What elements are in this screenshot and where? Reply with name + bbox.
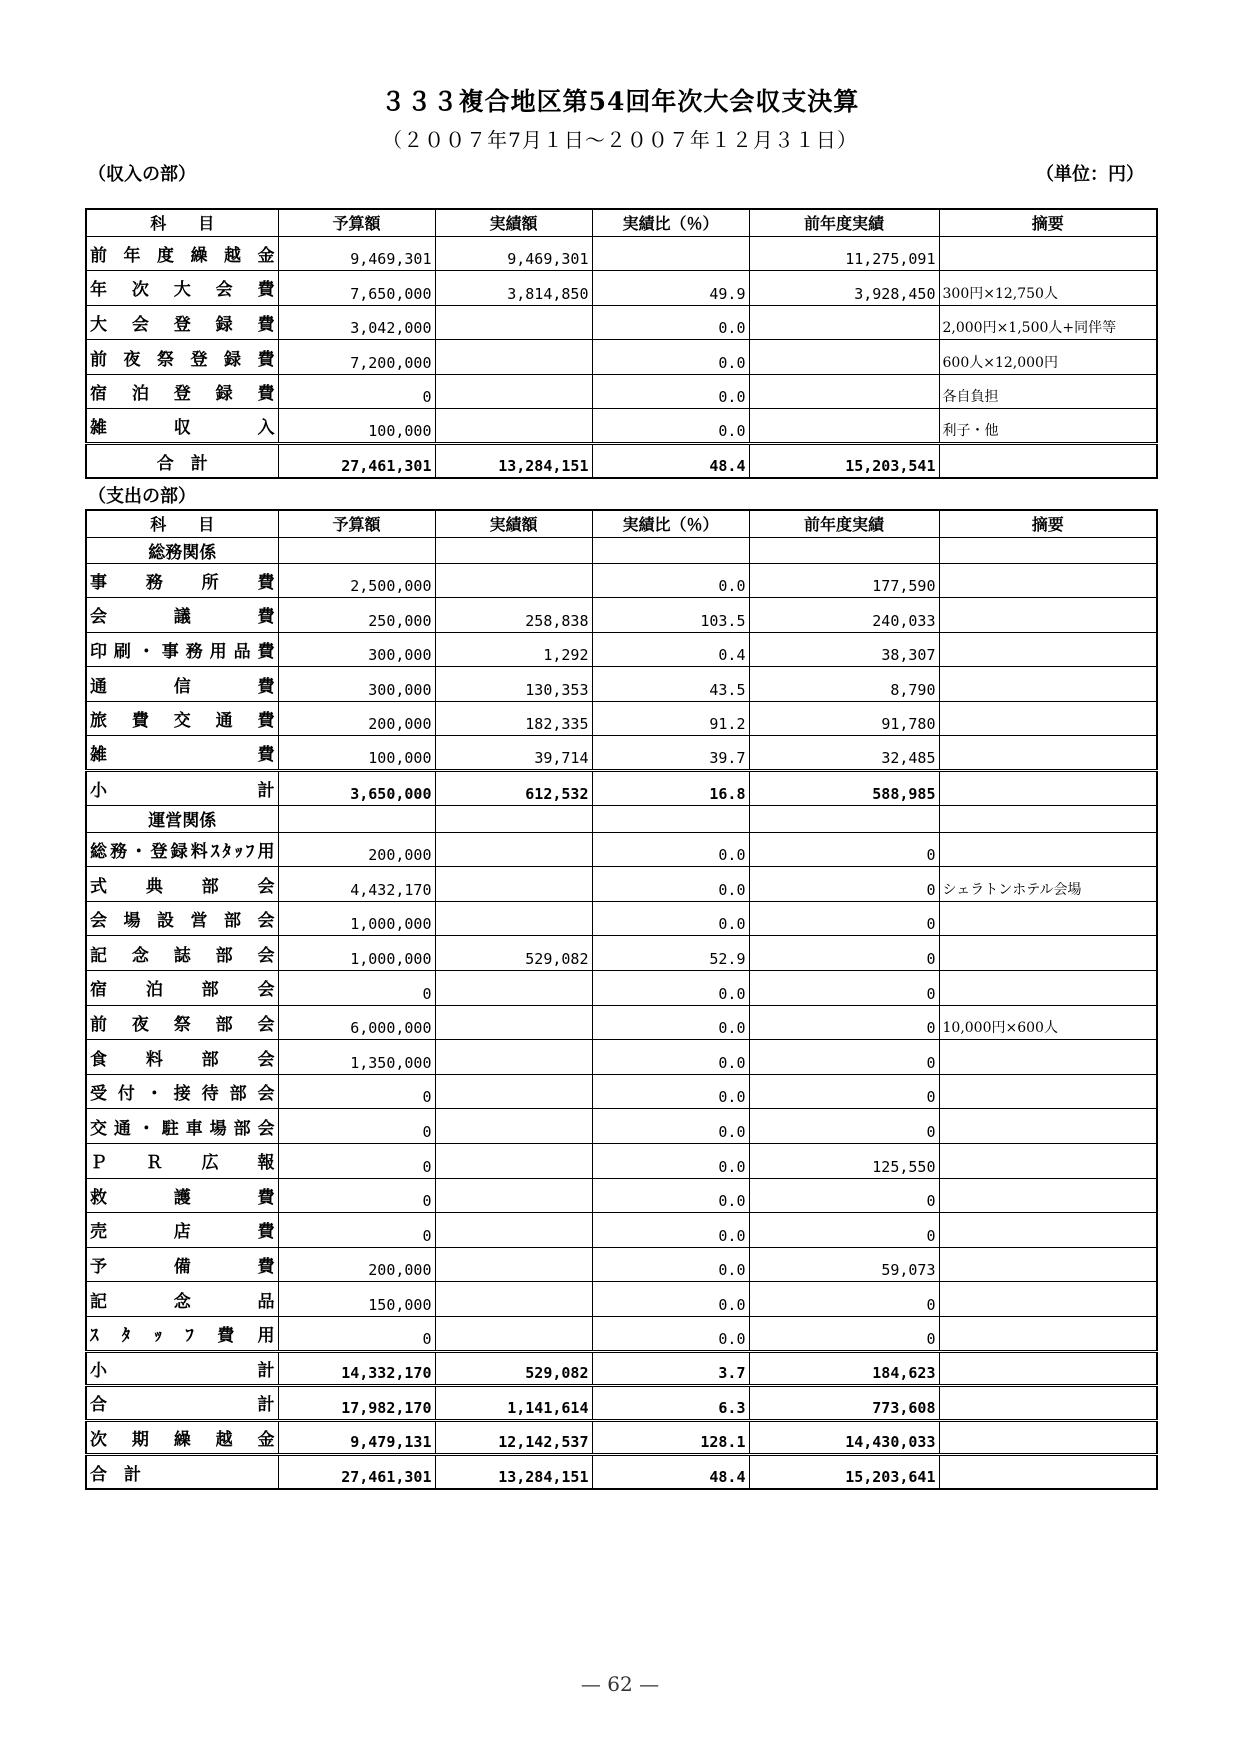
prev-year-cell (749, 374, 939, 409)
prev-year-cell: 0 (749, 1005, 939, 1040)
budget-cell: 0 (278, 1178, 435, 1213)
ratio-cell: 0.4 (592, 632, 749, 667)
budget-cell: 200,000 (278, 832, 435, 867)
row-label: ＰＲ広報 (86, 1144, 278, 1179)
note-cell (939, 736, 1157, 771)
ratio-cell: 0.0 (592, 832, 749, 867)
budget-cell: 7,650,000 (278, 271, 435, 306)
table-row (86, 1074, 1157, 1109)
budget-cell: 1,000,000 (278, 901, 435, 936)
ratio-cell: 0.0 (592, 1144, 749, 1179)
note-cell (939, 236, 1157, 271)
expense-header-row (86, 510, 1157, 537)
col-header-item: 科 目 (86, 510, 278, 537)
note-cell (939, 1144, 1157, 1179)
table-row (86, 1351, 1157, 1386)
row-label: 小計 (86, 771, 278, 806)
note-cell: 2,000円×1,500人+同伴等 (939, 305, 1157, 340)
ratio-cell: 0.0 (592, 867, 749, 902)
note-cell (939, 1213, 1157, 1248)
note-cell (939, 771, 1157, 806)
col-header-prev: 前年度実績 (749, 510, 939, 537)
note-cell (939, 632, 1157, 667)
row-label: ｽﾀｯﾌ費用 (86, 1316, 278, 1351)
row-label: 前夜祭登録費 (86, 340, 278, 375)
group-label: 総務関係 (86, 537, 278, 563)
table-row (86, 1144, 1157, 1179)
note-cell: 10,000円×600人 (939, 1005, 1157, 1040)
actual-cell (435, 305, 592, 340)
note-cell (939, 667, 1157, 702)
budget-cell: 7,200,000 (278, 340, 435, 375)
row-label: 総務・登録料ｽﾀｯﾌ用 (86, 832, 278, 867)
row-label: 合計 (86, 1386, 278, 1421)
col-header-actual: 実績額 (435, 209, 592, 236)
ratio-cell: 0.0 (592, 1040, 749, 1075)
ratio-cell: 0.0 (592, 563, 749, 598)
prev-year-cell: 0 (749, 1213, 939, 1248)
prev-year-cell: 0 (749, 936, 939, 971)
note-cell (939, 1247, 1157, 1282)
budget-cell: 0 (278, 1109, 435, 1144)
table-row (86, 1178, 1157, 1213)
note-cell (939, 1386, 1157, 1421)
prev-year-cell: 177,590 (749, 563, 939, 598)
prev-year-cell: 0 (749, 1040, 939, 1075)
actual-cell: 3,814,850 (435, 271, 592, 306)
row-label: 記念誌部会 (86, 936, 278, 971)
group-row (86, 805, 1157, 832)
actual-cell (435, 1282, 592, 1317)
table-row (86, 444, 1157, 479)
actual-cell: 258,838 (435, 598, 592, 633)
table-row (86, 1005, 1157, 1040)
row-label: 合 計 (86, 1455, 278, 1490)
note-cell: 利子・他 (939, 409, 1157, 444)
row-label: 交通・駐車場部会 (86, 1109, 278, 1144)
budget-cell: 1,000,000 (278, 936, 435, 971)
row-label: 前年度繰越金 (86, 236, 278, 271)
table-row (86, 598, 1157, 633)
budget-cell: 0 (278, 1316, 435, 1351)
budget-cell: 300,000 (278, 667, 435, 702)
note-cell (939, 563, 1157, 598)
col-header-actual: 実績額 (435, 510, 592, 537)
empty-cell (435, 805, 592, 832)
budget-cell: 9,479,131 (278, 1420, 435, 1455)
budget-cell: 3,042,000 (278, 305, 435, 340)
actual-cell (435, 374, 592, 409)
income-section-label: （収入の部） (88, 164, 196, 185)
ratio-cell: 0.0 (592, 1282, 749, 1317)
row-label: 受付・接待部会 (86, 1074, 278, 1109)
row-label: 会議費 (86, 598, 278, 633)
expense-table (85, 509, 1158, 1490)
actual-cell: 529,082 (435, 1351, 592, 1386)
income-table (85, 208, 1158, 479)
empty-cell (278, 537, 435, 563)
budget-cell: 4,432,170 (278, 867, 435, 902)
row-label: 予備費 (86, 1247, 278, 1282)
budget-cell: 300,000 (278, 632, 435, 667)
empty-cell (749, 805, 939, 832)
empty-cell (749, 537, 939, 563)
row-label: 旅費交通費 (86, 701, 278, 736)
actual-cell (435, 1213, 592, 1248)
table-row (86, 632, 1157, 667)
table-row (86, 701, 1157, 736)
ratio-cell: 3.7 (592, 1351, 749, 1386)
prev-year-cell: 0 (749, 901, 939, 936)
prev-year-cell: 0 (749, 832, 939, 867)
prev-year-cell: 32,485 (749, 736, 939, 771)
prev-year-cell: 240,033 (749, 598, 939, 633)
budget-cell: 150,000 (278, 1282, 435, 1317)
table-row (86, 271, 1157, 306)
col-header-ratio: 実績比（％） (592, 510, 749, 537)
col-header-note: 摘要 (939, 209, 1157, 236)
ratio-cell: 0.0 (592, 1109, 749, 1144)
income-header-row (86, 209, 1157, 236)
ratio-cell: 49.9 (592, 271, 749, 306)
actual-cell (435, 340, 592, 375)
table-row (86, 563, 1157, 598)
period-subtitle: （２００７年7月１日～２００７年１２月３１日） (382, 128, 858, 152)
row-label: 事務所費 (86, 563, 278, 598)
prev-year-cell: 0 (749, 867, 939, 902)
row-label: 雑費 (86, 736, 278, 771)
actual-cell: 612,532 (435, 771, 592, 806)
note-cell (939, 901, 1157, 936)
ratio-cell: 0.0 (592, 374, 749, 409)
empty-cell (278, 805, 435, 832)
note-cell: シェラトンホテル会場 (939, 867, 1157, 902)
prev-year-cell: 59,073 (749, 1247, 939, 1282)
note-cell (939, 598, 1157, 633)
budget-cell: 17,982,170 (278, 1386, 435, 1421)
note-cell (939, 1455, 1157, 1490)
actual-cell (435, 867, 592, 902)
row-label: 宿泊登録費 (86, 374, 278, 409)
col-header-prev: 前年度実績 (749, 209, 939, 236)
row-label: 売店費 (86, 1213, 278, 1248)
col-header-budget: 予算額 (278, 510, 435, 537)
unit-label: （単位：円） (1036, 164, 1144, 185)
prev-year-cell: 15,203,541 (749, 444, 939, 479)
row-label: 式典部会 (86, 867, 278, 902)
table-row (86, 1455, 1157, 1490)
row-label: 合 計 (86, 444, 278, 479)
note-cell (939, 1109, 1157, 1144)
row-label: 小計 (86, 1351, 278, 1386)
table-row (86, 374, 1157, 409)
actual-cell: 130,353 (435, 667, 592, 702)
actual-cell: 12,142,537 (435, 1420, 592, 1455)
actual-cell (435, 1144, 592, 1179)
actual-cell: 1,141,614 (435, 1386, 592, 1421)
budget-cell: 2,500,000 (278, 563, 435, 598)
prev-year-cell: 0 (749, 1316, 939, 1351)
prev-year-cell: 38,307 (749, 632, 939, 667)
prev-year-cell (749, 340, 939, 375)
prev-year-cell: 91,780 (749, 701, 939, 736)
prev-year-cell: 0 (749, 1109, 939, 1144)
table-row (86, 1247, 1157, 1282)
prev-year-cell: 0 (749, 1282, 939, 1317)
ratio-cell: 0.0 (592, 901, 749, 936)
budget-cell: 1,350,000 (278, 1040, 435, 1075)
budget-cell: 0 (278, 1144, 435, 1179)
actual-cell (435, 832, 592, 867)
table-row (86, 832, 1157, 867)
row-label: 宿泊部会 (86, 971, 278, 1006)
prev-year-cell: 0 (749, 1074, 939, 1109)
actual-cell: 13,284,151 (435, 1455, 592, 1490)
actual-cell (435, 1316, 592, 1351)
budget-cell: 100,000 (278, 736, 435, 771)
row-label: 年次大会費 (86, 271, 278, 306)
actual-cell: 13,284,151 (435, 444, 592, 479)
group-label: 運営関係 (86, 805, 278, 832)
row-label: 雑収入 (86, 409, 278, 444)
row-label: 食料部会 (86, 1040, 278, 1075)
budget-cell: 3,650,000 (278, 771, 435, 806)
budget-cell: 250,000 (278, 598, 435, 633)
budget-cell: 0 (278, 1074, 435, 1109)
note-cell: 600人×12,000円 (939, 340, 1157, 375)
empty-cell (939, 537, 1157, 563)
row-label: 会場設営部会 (86, 901, 278, 936)
ratio-cell: 43.5 (592, 667, 749, 702)
group-row (86, 537, 1157, 563)
actual-cell: 529,082 (435, 936, 592, 971)
empty-cell (592, 805, 749, 832)
ratio-cell: 48.4 (592, 1455, 749, 1490)
ratio-cell: 0.0 (592, 971, 749, 1006)
actual-cell (435, 1074, 592, 1109)
col-header-budget: 予算額 (278, 209, 435, 236)
actual-cell: 182,335 (435, 701, 592, 736)
prev-year-cell (749, 305, 939, 340)
ratio-cell: 48.4 (592, 444, 749, 479)
prev-year-cell: 588,985 (749, 771, 939, 806)
prev-year-cell: 14,430,033 (749, 1420, 939, 1455)
note-cell: 300円×12,750人 (939, 271, 1157, 306)
table-row (86, 936, 1157, 971)
budget-cell: 100,000 (278, 409, 435, 444)
table-row (86, 1213, 1157, 1248)
ratio-cell: 128.1 (592, 1420, 749, 1455)
prev-year-cell: 15,203,641 (749, 1455, 939, 1490)
empty-cell (435, 537, 592, 563)
table-row (86, 771, 1157, 806)
budget-cell: 27,461,301 (278, 444, 435, 479)
note-cell (939, 1178, 1157, 1213)
row-label: 印刷・事務用品費 (86, 632, 278, 667)
note-cell (939, 832, 1157, 867)
note-cell (939, 701, 1157, 736)
budget-cell: 0 (278, 1213, 435, 1248)
note-cell (939, 1074, 1157, 1109)
budget-cell: 200,000 (278, 701, 435, 736)
row-label: 記念品 (86, 1282, 278, 1317)
table-row (86, 736, 1157, 771)
actual-cell (435, 1109, 592, 1144)
actual-cell (435, 409, 592, 444)
table-row (86, 1386, 1157, 1421)
ratio-cell: 0.0 (592, 1316, 749, 1351)
document-title: ３３３複合地区第54回年次大会収支決算 (380, 87, 860, 116)
prev-year-cell: 3,928,450 (749, 271, 939, 306)
empty-cell (939, 805, 1157, 832)
page-number: — 62 — (580, 1672, 660, 1696)
ratio-cell: 39.7 (592, 736, 749, 771)
actual-cell (435, 1005, 592, 1040)
actual-cell (435, 1178, 592, 1213)
ratio-cell: 0.0 (592, 305, 749, 340)
ratio-cell: 0.0 (592, 1213, 749, 1248)
col-header-item: 科 目 (86, 209, 278, 236)
actual-cell: 1,292 (435, 632, 592, 667)
budget-cell: 200,000 (278, 1247, 435, 1282)
actual-cell (435, 1247, 592, 1282)
prev-year-cell: 0 (749, 971, 939, 1006)
col-header-note: 摘要 (939, 510, 1157, 537)
budget-cell: 6,000,000 (278, 1005, 435, 1040)
prev-year-cell: 11,275,091 (749, 236, 939, 271)
table-row (86, 340, 1157, 375)
ratio-cell: 0.0 (592, 1247, 749, 1282)
note-cell (939, 1282, 1157, 1317)
table-row (86, 1040, 1157, 1075)
prev-year-cell: 773,608 (749, 1386, 939, 1421)
row-label: 通信費 (86, 667, 278, 702)
ratio-cell (592, 236, 749, 271)
ratio-cell: 0.0 (592, 1074, 749, 1109)
actual-cell (435, 901, 592, 936)
row-label: 前夜祭部会 (86, 1005, 278, 1040)
note-cell (939, 1316, 1157, 1351)
col-header-ratio: 実績比（％） (592, 209, 749, 236)
budget-cell: 9,469,301 (278, 236, 435, 271)
budget-cell: 14,332,170 (278, 1351, 435, 1386)
note-cell (939, 971, 1157, 1006)
ratio-cell: 103.5 (592, 598, 749, 633)
row-label: 次期繰越金 (86, 1420, 278, 1455)
note-cell (939, 1420, 1157, 1455)
note-cell (939, 1040, 1157, 1075)
table-row (86, 409, 1157, 444)
prev-year-cell: 184,623 (749, 1351, 939, 1386)
table-row (86, 1316, 1157, 1351)
row-label: 救護費 (86, 1178, 278, 1213)
ratio-cell: 52.9 (592, 936, 749, 971)
row-label: 大会登録費 (86, 305, 278, 340)
prev-year-cell: 8,790 (749, 667, 939, 702)
table-row (86, 1282, 1157, 1317)
ratio-cell: 6.3 (592, 1386, 749, 1421)
actual-cell: 39,714 (435, 736, 592, 771)
actual-cell: 9,469,301 (435, 236, 592, 271)
ratio-cell: 0.0 (592, 1005, 749, 1040)
actual-cell (435, 1040, 592, 1075)
actual-cell (435, 971, 592, 1006)
expense-section-label: （支出の部） (88, 486, 196, 507)
ratio-cell: 0.0 (592, 340, 749, 375)
budget-cell: 0 (278, 374, 435, 409)
table-row (86, 901, 1157, 936)
table-row (86, 971, 1157, 1006)
budget-cell: 27,461,301 (278, 1455, 435, 1490)
table-row (86, 667, 1157, 702)
note-cell (939, 936, 1157, 971)
note-cell (939, 1351, 1157, 1386)
table-row (86, 236, 1157, 271)
table-row (86, 1420, 1157, 1455)
ratio-cell: 0.0 (592, 1178, 749, 1213)
prev-year-cell (749, 409, 939, 444)
ratio-cell: 16.8 (592, 771, 749, 806)
ratio-cell: 91.2 (592, 701, 749, 736)
actual-cell (435, 563, 592, 598)
prev-year-cell: 125,550 (749, 1144, 939, 1179)
table-row (86, 305, 1157, 340)
budget-cell: 0 (278, 971, 435, 1006)
table-row (86, 1109, 1157, 1144)
note-cell (939, 444, 1157, 479)
note-cell: 各自負担 (939, 374, 1157, 409)
empty-cell (592, 537, 749, 563)
ratio-cell: 0.0 (592, 409, 749, 444)
prev-year-cell: 0 (749, 1178, 939, 1213)
table-row (86, 867, 1157, 902)
